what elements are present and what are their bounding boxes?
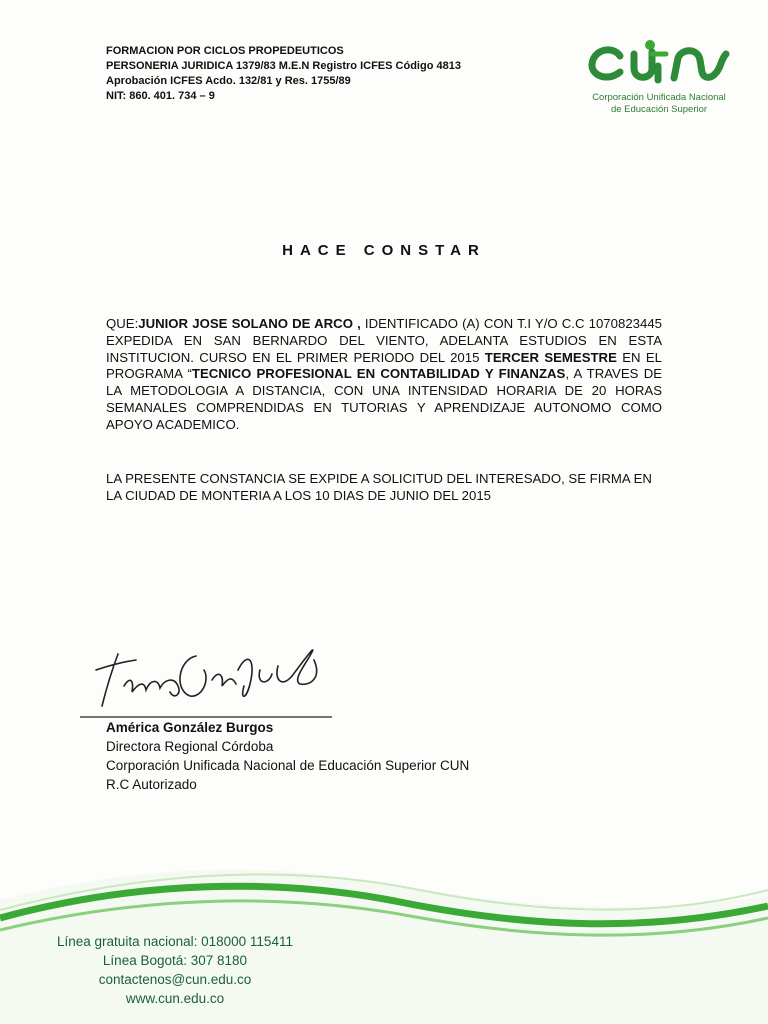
cun-logo [586,36,736,126]
header-line: FORMACION POR CICLOS PROPEDEUTICOS [106,45,344,57]
issuance-paragraph: LA PRESENTE CONSTANCIA SE EXPIDE A SOLICITUD DEL INTERESADO, SE FIRMA EN LA CIUDAD DE MONTERIA A LOS 10 DIAS DE JUNIO DEL 2015 [106,471,652,503]
body-text: , A TRAVES DE LA METODOLOGIA A DISTANCIA, CON UNA INTENSIDAD HORARIA DE 20 HORAS SEMANALES COMPRENDIDAS EN TUTORIAS Y APRENDIZAJE AUTONOMO COMO APOYO ACADEMICO. [106,366,663,432]
institution-header [106,44,461,104]
header-line: Aprobación ICFES Acdo. 132/81 y Res. 1755/89 [106,75,351,87]
header-line: NIT: 860. 401. 734 – 9 [106,90,215,102]
email-link[interactable]: contactenos@cun.edu.co [98,972,252,987]
bogota-line: Línea Bogotá: 307 8180 [102,953,248,968]
contact-lines [30,932,320,1008]
toll-free-line: Línea gratuita nacional: 018000 115411 [57,934,293,949]
signature-icon [78,640,338,724]
body-text: EN EL PROGRAMA “ [106,349,663,382]
header-line: PERSONERIA JURIDICA 1379/83 M.E.N Registro ICFES Código 4813 [106,60,461,72]
contact-footer [0,860,768,1024]
logo-subtitle-line: de Educación Superior [610,104,708,115]
semester: TERCER SEMESTRE [484,349,617,365]
cun-wordmark-icon [586,36,732,88]
signer-organization: Corporación Unificada Nacional de Educación Superior CUN [106,758,470,773]
signer-note: R.C Autorizado [106,777,197,792]
signer-block [106,718,469,794]
body-text: QUE: [106,316,139,331]
signer-role: Directora Regional Córdoba [106,739,274,754]
program-name: TECNICO PROFESIONAL EN CONTABILIDAD Y FINANZAS [191,366,566,382]
signer-name: América González Burgos [106,720,274,735]
body-text: IDENTIFICADO (A) CON T.I Y/O C.C 1070823445 EXPEDIDA EN SAN BERNARDO DEL VIENTO, ADELANTA ESTUDIOS EN ESTA INSTITUCION. CURSO EN EL PRIMER PERIODO DEL 2015 [106,316,662,365]
website-link[interactable]: www.cun.edu.co [125,991,225,1006]
student-name: JUNIOR JOSE SOLANO DE ARCO , [138,316,361,331]
document-title: HACE CONSTAR [282,242,486,259]
logo-subtitle-line: Corporación Unificada Nacional [592,92,726,103]
logo-subtitle [586,92,732,116]
certificate-paragraph [106,316,662,434]
